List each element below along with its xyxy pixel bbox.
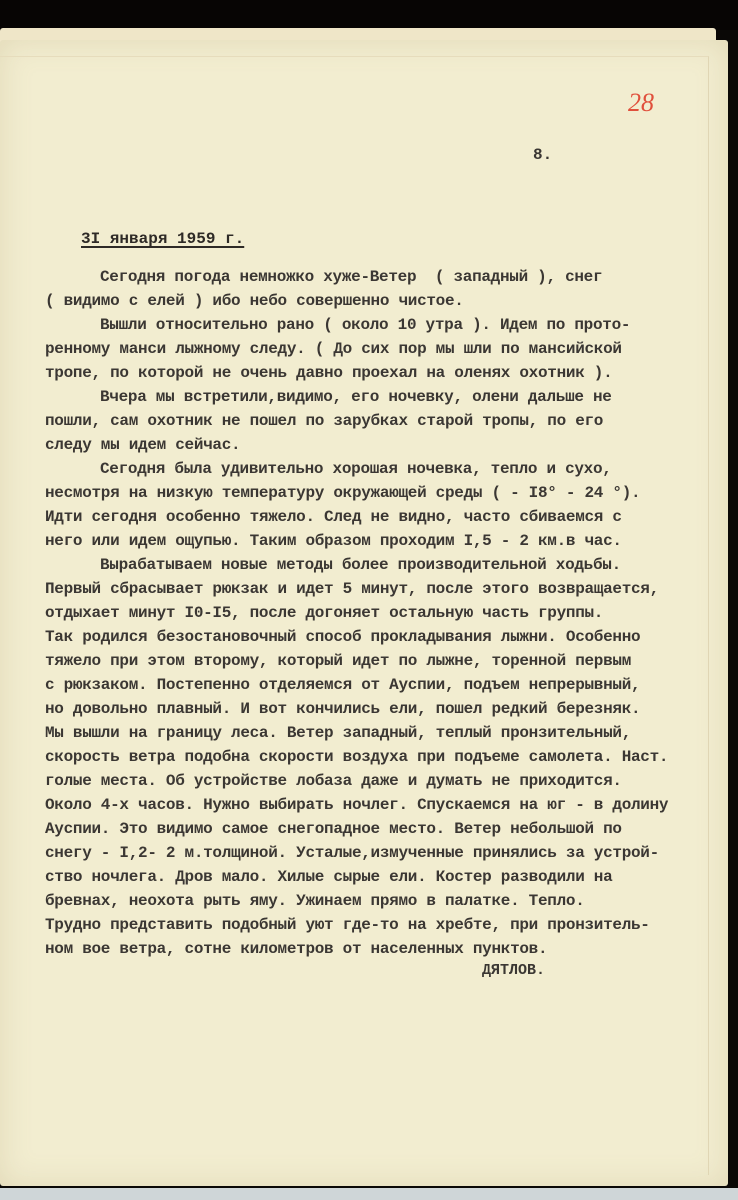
text-line: скорость ветра подобна скорости воздуха при подъеме самолета. Наст.: [45, 748, 669, 766]
text-line: Сегодня была удивительно хорошая ночевка, тепло и сухо,: [100, 460, 612, 478]
page-number: 8.: [533, 146, 553, 164]
text-line: ном вое ветра, сотне километров от населенных пунктов.: [45, 940, 548, 958]
text-line: Идти сегодня особенно тяжело. След не видно, часто сбиваемся с: [45, 508, 622, 526]
text-line: Вчера мы встретили,видимо, его ночевку, олени дальше не: [100, 388, 612, 406]
text-line: отдыхает минут I0-I5, после догоняет остальную часть группы.: [45, 604, 604, 622]
text-line: ство ночлега. Дров мало. Хилые сырые ели. Костер разводили на: [45, 868, 613, 886]
text-line: тропе, по которой не очень давно проехал на оленях охотник ).: [45, 364, 613, 382]
text-line: пошли, сам охотник не пошел по зарубках старой тропы, по его: [45, 412, 604, 430]
text-line: следу мы идем сейчас.: [45, 436, 241, 454]
folio-number: 28: [628, 88, 654, 117]
text-line: Первый сбрасывает рюкзак и идет 5 минут, после этого возвращается,: [45, 580, 659, 598]
text-line: бревнах, неохота рыть яму. Ужинаем прямо в палатке. Тепло.: [45, 892, 585, 910]
text-line: Мы вышли на границу леса. Ветер западный, теплый пронзительный,: [45, 724, 631, 742]
text-line: Сегодня погода немножко хуже-Ветер ( западный ), снег: [100, 268, 603, 286]
text-line: несмотря на низкую температуру окружающей среды ( - I8° - 24 °).: [45, 484, 641, 502]
text-line: него или идем ощупью. Таким образом проходим I,5 - 2 км.в час.: [45, 532, 622, 550]
text-line: снегу - I,2- 2 м.толщиной. Усталые,измученные принялись за устрой-: [45, 844, 659, 862]
text-line: но довольно плавный. И вот кончились ели, пошел редкий березняк.: [45, 700, 641, 718]
text-line: Вышли относительно рано ( около 10 утра ). Идем по прото-: [100, 316, 631, 334]
text-line: Вырабатываем новые методы более производительной ходьбы.: [100, 556, 621, 574]
signature: ДЯТЛОВ.: [482, 962, 546, 979]
text-line: ренному манси лыжному следу. ( До сих пор мы шли по мансийской: [45, 340, 622, 358]
diary-date-heading: 3I января 1959 г.: [81, 230, 245, 248]
text-line: тяжело при этом второму, который идет по лыжне, торенной первым: [45, 652, 631, 670]
text-line: Около 4-х часов. Нужно выбирать ночлег. Спускаемся на юг - в долину: [45, 796, 669, 814]
text-line: Трудно представить подобный уют где-то на хребте, при пронзитель-: [45, 916, 650, 934]
text-line: Ауспии. Это видимо самое снегопадное место. Ветер небольшой по: [45, 820, 622, 838]
text-line: голые места. Об устройстве лобаза даже и думать не приходится.: [45, 772, 622, 790]
scan-bottom-border: [0, 1188, 738, 1200]
text-line: Так родился безостановочный способ прокладывания лыжни. Особенно: [45, 628, 641, 646]
text-line: ( видимо с елей ) ибо небо совершенно чистое.: [45, 292, 464, 310]
scan-border: [0, 0, 738, 30]
text-line: с рюкзаком. Постепенно отделяемся от Ауспии, подъем непрерывный,: [45, 676, 641, 694]
